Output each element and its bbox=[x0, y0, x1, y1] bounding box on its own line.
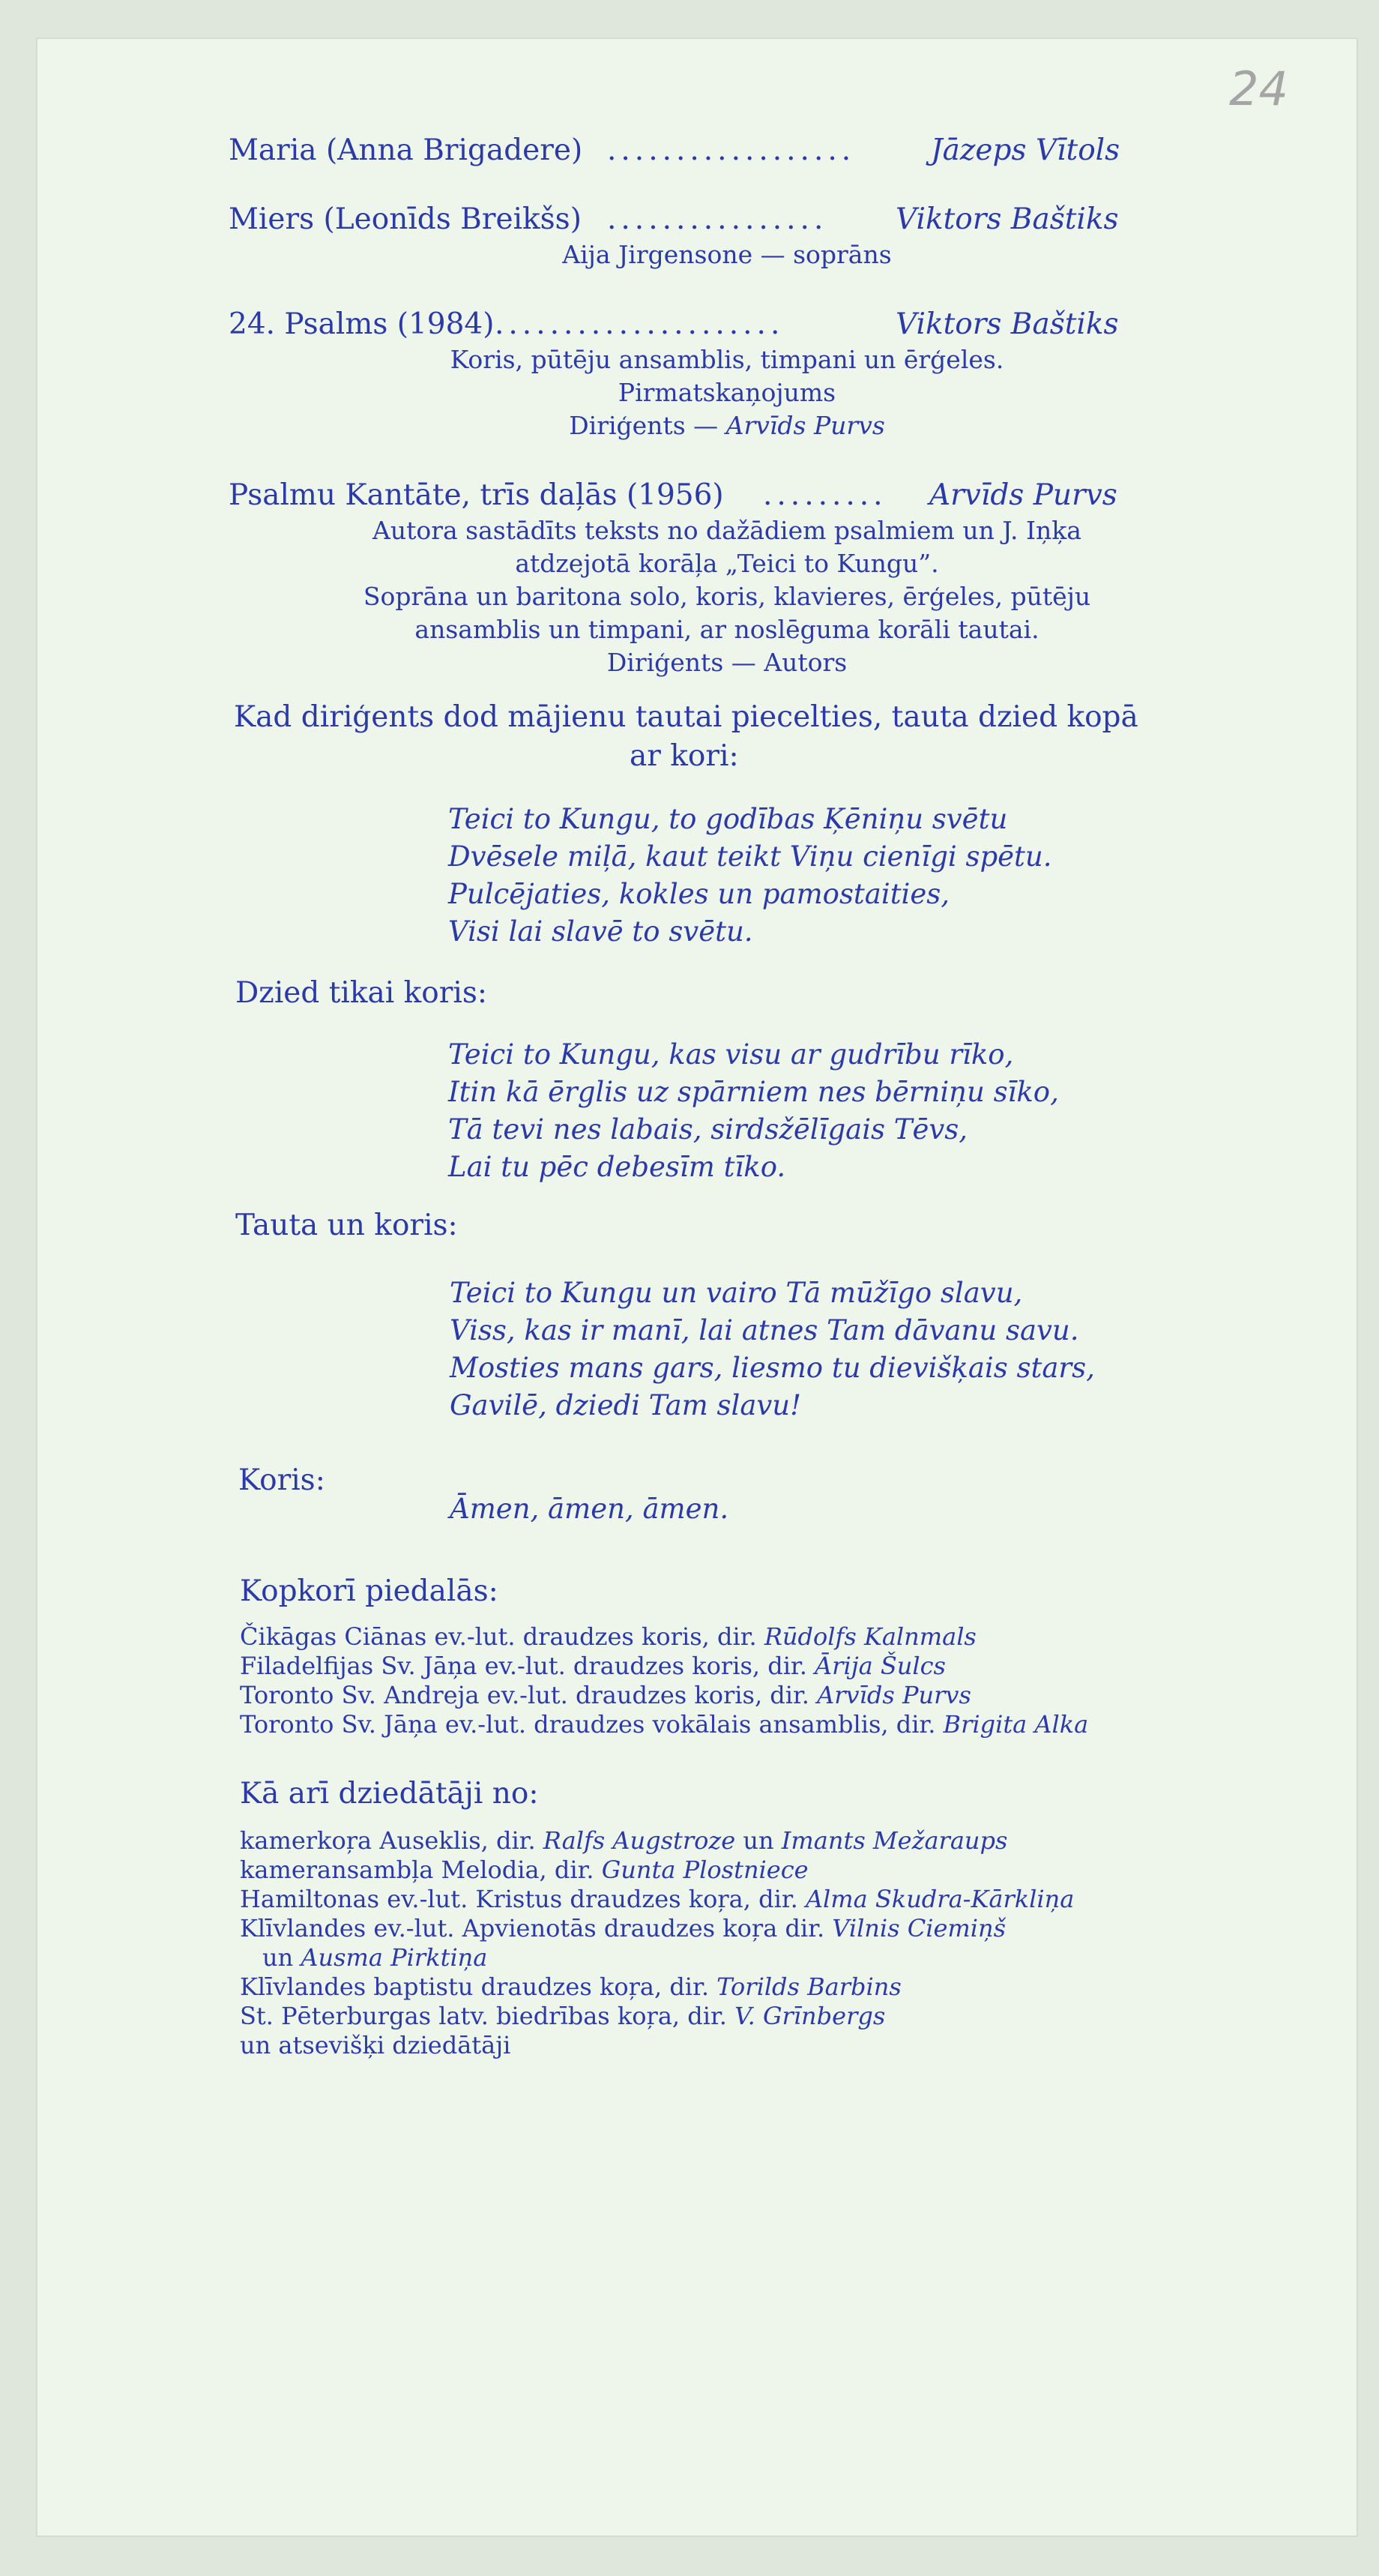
instruction-line: Kad diriģents dod mājienu tautai piecelties, tauta dzied kopā bbox=[234, 700, 1138, 734]
program-entry-detail: Diriģents — Autors bbox=[606, 648, 848, 677]
section-label: Tauta un koris: bbox=[235, 1209, 458, 1242]
program-entry-detail: Soprāna un baritona solo, koris, klavieres, ērģeles, pūtēju bbox=[363, 582, 1091, 611]
verse-line: Visi lai slavē to svētu. bbox=[448, 915, 753, 948]
leader-dots: ......... bbox=[763, 478, 887, 512]
singer-item: kameransambļa Melodia, dir. Gunta Plostniece bbox=[240, 1856, 809, 1884]
instruction-line: ar kori: bbox=[630, 739, 739, 773]
program-entry-title: Psalmu Kantāte, trīs daļās (1956) bbox=[229, 478, 724, 512]
page-number: 24 bbox=[1229, 61, 1288, 116]
leader-dots: ................ bbox=[607, 202, 828, 236]
singers-list bbox=[240, 1826, 1074, 2060]
verse-line: Teici to Kungu, to godības Ķēniņu svētu bbox=[448, 803, 1008, 835]
program-entry-detail: Diriģents — Arvīds Purvs bbox=[569, 411, 885, 440]
verse-line: Teici to Kungu un vairo Tā mūžīgo slavu, bbox=[450, 1277, 1023, 1309]
verse-line: Tā tevi nes labais, sirdsžēlīgais Tēvs, bbox=[448, 1113, 968, 1146]
verse-1 bbox=[448, 801, 1052, 951]
choirs-heading: Kopkorī piedalās: bbox=[240, 1574, 498, 1608]
choir-item: Čikāgas Ciānas ev.-lut. draudzes koris, dir. Rūdolfs Kalnmals bbox=[240, 1622, 977, 1651]
program-entry-title: Miers (Leonīds Breikšs) bbox=[229, 202, 582, 236]
verse-line: Teici to Kungu, kas visu ar gudrību rīko, bbox=[448, 1038, 1014, 1071]
choir-item: Toronto Sv. Andreja ev.-lut. draudzes koris, dir. Arvīds Purvs bbox=[240, 1681, 971, 1709]
verse-line: Dvēsele miļā, kaut teikt Viņu cienīgi spētu. bbox=[448, 840, 1052, 873]
program-entry-composer: Viktors Baštiks bbox=[896, 202, 1119, 236]
amen-line: Āmen, āmen, āmen. bbox=[450, 1493, 729, 1525]
singer-item: St. Pēterburgas latv. biedrības koŗa, dir. V. Grīnbergs bbox=[240, 2002, 886, 2030]
choirs-list bbox=[240, 1622, 1088, 1739]
singer-item: Hamiltonas ev.-lut. Kristus draudzes koŗa, dir. Alma Skudra-Kārkliņa bbox=[240, 1885, 1075, 1913]
choir-item: Toronto Sv. Jāņa ev.-lut. draudzes vokālais ansamblis, dir. Brigita Alka bbox=[240, 1710, 1089, 1739]
program-entry-composer: Jāzeps Vītols bbox=[931, 133, 1120, 167]
verse-line: Mosties mans gars, liesmo tu dievišķais stars, bbox=[450, 1352, 1095, 1384]
singer-item: un atsevišķi dziedātāji bbox=[240, 2031, 511, 2059]
program-entry-detail: ansamblis un timpani, ar noslēguma korāli tautai. bbox=[414, 615, 1039, 644]
verse-line: Viss, kas ir manī, lai atnes Tam dāvanu savu. bbox=[450, 1314, 1079, 1346]
verse-2 bbox=[448, 1036, 1059, 1186]
program-entry-detail: atdzejotā korāļa „Teici to Kungu”. bbox=[515, 549, 939, 578]
leader-dots: ..................... bbox=[495, 307, 785, 341]
program-entry-detail: Aija Jirgensone — soprāns bbox=[562, 240, 892, 269]
program-entry-detail: Pirmatskaņojums bbox=[618, 378, 836, 407]
program-entry-title: Maria (Anna Brigadere) bbox=[229, 133, 583, 167]
verse-line: Pulcējaties, kokles un pamostaities, bbox=[448, 878, 950, 910]
singer-item: un Ausma Pirktiņa bbox=[262, 1943, 488, 1972]
singers-heading: Kā arī dziedātāji no: bbox=[240, 1777, 539, 1811]
verse-line: Itin kā ērglis uz spārniem nes bērniņu sīko, bbox=[448, 1076, 1059, 1108]
program-page bbox=[37, 39, 1357, 2536]
verse-3 bbox=[450, 1275, 1095, 1424]
program-entry-detail: Koris, pūtēju ansamblis, timpani un ērģeles. bbox=[450, 345, 1004, 374]
section-label: Koris: bbox=[238, 1463, 325, 1497]
program-entry-composer: Viktors Baštiks bbox=[896, 307, 1119, 341]
program-entry-composer: Arvīds Purvs bbox=[929, 478, 1117, 512]
verse-line: Lai tu pēc debesīm tīko. bbox=[448, 1151, 786, 1183]
singer-item: kamerkoŗa Auseklis, dir. Ralfs Augstroze un Imants Mežaraups bbox=[240, 1826, 1008, 1855]
verse-line: Gavilē, dziedi Tam slavu! bbox=[450, 1389, 801, 1421]
section-label: Dzied tikai koris: bbox=[235, 976, 488, 1010]
choir-item: Filadelfijas Sv. Jāņa ev.-lut. draudzes koris, dir. Ārija Šulcs bbox=[240, 1652, 946, 1680]
program-entry-detail: Autora sastādīts teksts no dažādiem psalmiem un J. Iņķa bbox=[372, 516, 1081, 545]
program-entry-title: 24. Psalms (1984) bbox=[229, 307, 495, 341]
leader-dots: .................. bbox=[607, 133, 856, 167]
singer-item: Klīvlandes ev.-lut. Apvienotās draudzes koŗa dir. Vilnis Ciemiņš bbox=[240, 1914, 1006, 1942]
singer-item: Klīvlandes baptistu draudzes koŗa, dir. Torilds Barbins bbox=[240, 1972, 902, 2001]
